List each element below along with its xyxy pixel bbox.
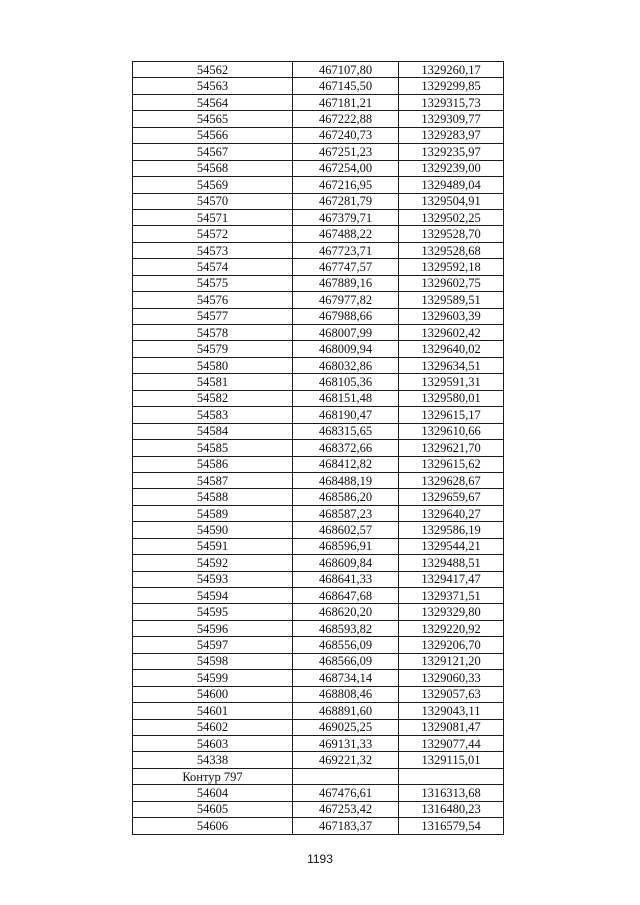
- table-row: [133, 357, 504, 373]
- x-coordinate-cell: 468734,14: [293, 670, 399, 686]
- y-coordinate-cell: 1329592,18: [399, 259, 504, 275]
- x-coordinate-cell: 467488,22: [293, 226, 399, 242]
- y-coordinate-cell: 1329634,51: [399, 357, 504, 373]
- x-coordinate-cell: 468586,20: [293, 489, 399, 505]
- x-coordinate-cell: 467145,50: [293, 78, 399, 94]
- x-coordinate-cell: 468596,91: [293, 538, 399, 554]
- x-coordinate-cell: 467889,16: [293, 275, 399, 291]
- x-coordinate-cell: 468190,47: [293, 407, 399, 423]
- x-coordinate-cell: 468105,36: [293, 374, 399, 390]
- point-number-cell: 54578: [133, 325, 293, 341]
- y-coordinate-cell: 1329621,70: [399, 440, 504, 456]
- y-coordinate-cell: 1329580,01: [399, 390, 504, 406]
- table-row: [133, 653, 504, 669]
- point-number-cell: 54564: [133, 94, 293, 110]
- point-number-cell: 54575: [133, 275, 293, 291]
- table-row: [133, 193, 504, 209]
- y-coordinate-cell: 1329659,67: [399, 489, 504, 505]
- y-coordinate-cell: 1329615,17: [399, 407, 504, 423]
- point-number-cell: 54338: [133, 752, 293, 768]
- y-coordinate-cell: 1329502,25: [399, 209, 504, 225]
- x-coordinate-cell: 468372,66: [293, 440, 399, 456]
- x-coordinate-cell: 468007,99: [293, 325, 399, 341]
- x-coordinate-cell: 468566,09: [293, 653, 399, 669]
- x-coordinate-cell: 467181,21: [293, 94, 399, 110]
- page-number: 1193: [307, 852, 333, 866]
- table-row: [133, 209, 504, 225]
- y-coordinate-cell: 1329060,33: [399, 670, 504, 686]
- y-coordinate-cell: 1329528,70: [399, 226, 504, 242]
- x-coordinate-cell: 468412,82: [293, 456, 399, 472]
- point-number-cell: 54605: [133, 801, 293, 817]
- table-row: [133, 768, 504, 784]
- y-coordinate-cell: 1329115,01: [399, 752, 504, 768]
- y-coordinate-cell: 1329603,39: [399, 308, 504, 324]
- x-coordinate-cell: 469131,33: [293, 735, 399, 751]
- point-number-cell: 54579: [133, 341, 293, 357]
- table-row: [133, 538, 504, 554]
- y-coordinate-cell: 1329640,27: [399, 505, 504, 521]
- point-number-cell: 54573: [133, 242, 293, 258]
- x-coordinate-cell: 468647,68: [293, 588, 399, 604]
- point-number-cell: 54566: [133, 127, 293, 143]
- coordinates-table-container: [132, 61, 504, 835]
- point-number-cell: 54606: [133, 818, 293, 834]
- y-coordinate-cell: 1329260,17: [399, 62, 504, 78]
- table-row: [133, 308, 504, 324]
- y-coordinate-cell: 1329077,44: [399, 735, 504, 751]
- y-coordinate-cell: 1329589,51: [399, 292, 504, 308]
- y-coordinate-cell: 1316313,68: [399, 785, 504, 801]
- table-row: [133, 505, 504, 521]
- table-row: [133, 440, 504, 456]
- y-coordinate-cell: 1329043,11: [399, 703, 504, 719]
- x-coordinate-cell: 468641,33: [293, 571, 399, 587]
- table-row: [133, 620, 504, 636]
- table-row: [133, 637, 504, 653]
- point-number-cell: 54577: [133, 308, 293, 324]
- table-row: [133, 226, 504, 242]
- x-coordinate-cell: 467222,88: [293, 111, 399, 127]
- y-coordinate-cell: 1329121,20: [399, 653, 504, 669]
- table-row: [133, 555, 504, 571]
- table-row: [133, 423, 504, 439]
- y-coordinate-cell: 1329283,97: [399, 127, 504, 143]
- table-row: [133, 670, 504, 686]
- y-coordinate-cell: 1329315,73: [399, 94, 504, 110]
- point-number-cell: 54567: [133, 144, 293, 160]
- table-row: [133, 78, 504, 94]
- y-coordinate-cell: 1329081,47: [399, 719, 504, 735]
- table-row: [133, 801, 504, 817]
- x-coordinate-cell: 467254,00: [293, 160, 399, 176]
- y-coordinate-cell: 1329329,80: [399, 604, 504, 620]
- y-coordinate-cell: 1329528,68: [399, 242, 504, 258]
- y-coordinate-cell: 1329309,77: [399, 111, 504, 127]
- point-number-cell: 54598: [133, 653, 293, 669]
- x-coordinate-cell: 467107,80: [293, 62, 399, 78]
- point-number-cell: 54585: [133, 440, 293, 456]
- x-coordinate-cell: 468556,09: [293, 637, 399, 653]
- table-row: [133, 489, 504, 505]
- x-coordinate-cell: 468609,84: [293, 555, 399, 571]
- y-coordinate-cell: 1329417,47: [399, 571, 504, 587]
- point-number-cell: 54588: [133, 489, 293, 505]
- point-number-cell: 54584: [133, 423, 293, 439]
- point-number-cell: 54569: [133, 177, 293, 193]
- table-row: [133, 127, 504, 143]
- x-coordinate-cell: 467977,82: [293, 292, 399, 308]
- y-coordinate-cell: 1329610,66: [399, 423, 504, 439]
- x-coordinate-cell: 467723,71: [293, 242, 399, 258]
- table-row: [133, 571, 504, 587]
- x-coordinate-cell: 468593,82: [293, 620, 399, 636]
- point-number-cell: 54590: [133, 522, 293, 538]
- x-coordinate-cell: 468587,23: [293, 505, 399, 521]
- table-row: [133, 735, 504, 751]
- point-number-cell: 54596: [133, 620, 293, 636]
- x-coordinate-cell: 467253,42: [293, 801, 399, 817]
- y-coordinate-cell: 1329504,91: [399, 193, 504, 209]
- x-coordinate-cell: 467379,71: [293, 209, 399, 225]
- y-coordinate-cell: 1329206,70: [399, 637, 504, 653]
- point-number-cell: 54565: [133, 111, 293, 127]
- y-coordinate-cell: 1329299,85: [399, 78, 504, 94]
- x-coordinate-cell: 468151,48: [293, 390, 399, 406]
- point-number-cell: 54602: [133, 719, 293, 735]
- table-row: [133, 785, 504, 801]
- x-coordinate-cell: 467216,95: [293, 177, 399, 193]
- table-row: [133, 604, 504, 620]
- point-number-cell: 54603: [133, 735, 293, 751]
- table-row: [133, 341, 504, 357]
- x-coordinate-cell: 468602,57: [293, 522, 399, 538]
- y-coordinate-cell: 1329586,19: [399, 522, 504, 538]
- y-coordinate-cell: 1329057,63: [399, 686, 504, 702]
- y-coordinate-cell: 1316480,23: [399, 801, 504, 817]
- y-coordinate-cell: 1329235,97: [399, 144, 504, 160]
- x-coordinate-cell: 467476,61: [293, 785, 399, 801]
- table-row: [133, 292, 504, 308]
- coordinates-table: [132, 61, 504, 835]
- x-coordinate-cell: 468620,20: [293, 604, 399, 620]
- y-coordinate-cell: 1329628,67: [399, 472, 504, 488]
- point-number-cell: 54594: [133, 588, 293, 604]
- x-coordinate-cell: 467747,57: [293, 259, 399, 275]
- table-row: [133, 719, 504, 735]
- table-row: [133, 177, 504, 193]
- y-coordinate-cell: 1329239,00: [399, 160, 504, 176]
- point-number-cell: 54595: [133, 604, 293, 620]
- table-row: [133, 259, 504, 275]
- x-coordinate-cell: 468488,19: [293, 472, 399, 488]
- point-number-cell: 54600: [133, 686, 293, 702]
- y-coordinate-cell: 1329602,42: [399, 325, 504, 341]
- x-coordinate-cell: 467251,23: [293, 144, 399, 160]
- x-coordinate-cell: 467240,73: [293, 127, 399, 143]
- point-number-cell: 54601: [133, 703, 293, 719]
- table-row: [133, 94, 504, 110]
- point-number-cell: 54589: [133, 505, 293, 521]
- point-number-cell: Контур 797: [133, 768, 293, 784]
- point-number-cell: 54562: [133, 62, 293, 78]
- table-row: [133, 62, 504, 78]
- x-coordinate-cell: 467281,79: [293, 193, 399, 209]
- y-coordinate-cell: 1329602,75: [399, 275, 504, 291]
- table-row: [133, 818, 504, 834]
- point-number-cell: 54597: [133, 637, 293, 653]
- table-row: [133, 242, 504, 258]
- point-number-cell: 54568: [133, 160, 293, 176]
- point-number-cell: 54591: [133, 538, 293, 554]
- coordinates-table-body: [133, 62, 504, 835]
- y-coordinate-cell: 1329488,51: [399, 555, 504, 571]
- table-row: [133, 407, 504, 423]
- table-row: [133, 456, 504, 472]
- point-number-cell: 54572: [133, 226, 293, 242]
- table-row: [133, 390, 504, 406]
- table-row: [133, 275, 504, 291]
- point-number-cell: 54582: [133, 390, 293, 406]
- point-number-cell: 54581: [133, 374, 293, 390]
- table-row: [133, 703, 504, 719]
- table-row: [133, 160, 504, 176]
- x-coordinate-cell: [293, 768, 399, 784]
- x-coordinate-cell: 468315,65: [293, 423, 399, 439]
- point-number-cell: 54571: [133, 209, 293, 225]
- y-coordinate-cell: 1329489,04: [399, 177, 504, 193]
- x-coordinate-cell: 468032,86: [293, 357, 399, 373]
- table-row: [133, 686, 504, 702]
- point-number-cell: 54587: [133, 472, 293, 488]
- x-coordinate-cell: 469221,32: [293, 752, 399, 768]
- y-coordinate-cell: 1329615,62: [399, 456, 504, 472]
- point-number-cell: 54580: [133, 357, 293, 373]
- table-row: [133, 325, 504, 341]
- x-coordinate-cell: 468009,94: [293, 341, 399, 357]
- y-coordinate-cell: [399, 768, 504, 784]
- x-coordinate-cell: 468808,46: [293, 686, 399, 702]
- point-number-cell: 54563: [133, 78, 293, 94]
- point-number-cell: 54570: [133, 193, 293, 209]
- y-coordinate-cell: 1329544,21: [399, 538, 504, 554]
- table-row: [133, 472, 504, 488]
- point-number-cell: 54574: [133, 259, 293, 275]
- table-row: [133, 374, 504, 390]
- point-number-cell: 54576: [133, 292, 293, 308]
- point-number-cell: 54583: [133, 407, 293, 423]
- y-coordinate-cell: 1329220,92: [399, 620, 504, 636]
- x-coordinate-cell: 467183,37: [293, 818, 399, 834]
- point-number-cell: 54592: [133, 555, 293, 571]
- table-row: [133, 144, 504, 160]
- table-row: [133, 752, 504, 768]
- table-row: [133, 111, 504, 127]
- point-number-cell: 54604: [133, 785, 293, 801]
- point-number-cell: 54586: [133, 456, 293, 472]
- point-number-cell: 54593: [133, 571, 293, 587]
- point-number-cell: 54599: [133, 670, 293, 686]
- y-coordinate-cell: 1329371,51: [399, 588, 504, 604]
- table-row: [133, 522, 504, 538]
- y-coordinate-cell: 1329640,02: [399, 341, 504, 357]
- x-coordinate-cell: 467988,66: [293, 308, 399, 324]
- x-coordinate-cell: 469025,25: [293, 719, 399, 735]
- y-coordinate-cell: 1329591,31: [399, 374, 504, 390]
- table-row: [133, 588, 504, 604]
- x-coordinate-cell: 468891,60: [293, 703, 399, 719]
- y-coordinate-cell: 1316579,54: [399, 818, 504, 834]
